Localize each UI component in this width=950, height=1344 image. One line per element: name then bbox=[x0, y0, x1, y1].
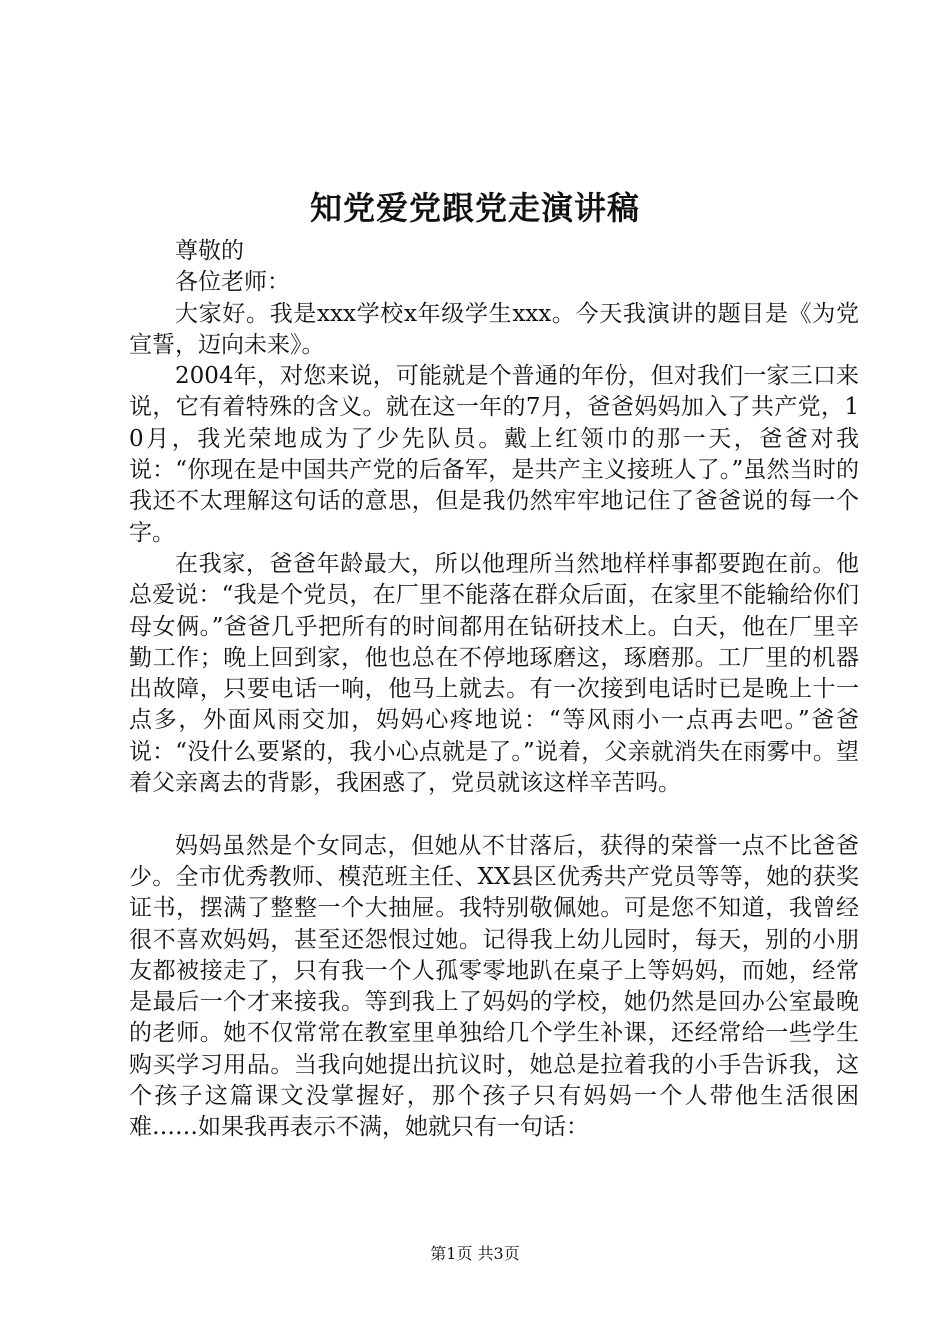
paragraph-2004: 2004年，对您来说，可能就是个普通的年份，但对我们一家三口来说，它有着特殊的含义。就在这一年的7月，爸爸妈妈加入了共产党，10月，我光荣地成为了少先队员。戴上红领巾的那一天，爸爸对我说：“你现在是中国共产党的后备军，是共产主义接班人了。”虽然当时的我还不太理解这句话的意思，但是我仍然牢牢地记住了爸爸说的每一个字。 bbox=[129, 363, 859, 546]
salutation-line-1: 尊敬的 bbox=[175, 238, 244, 264]
paragraph-father: 在我家，爸爸年龄最大，所以他理所当然地样样事都要跑在前。他总爱说：“我是个党员，在厂里不能落在群众后面，在家里不能输给你们母女俩。”爸爸几乎把所有的时间都用在钻研技术上。白天，他在厂里辛勤工作；晚上回到家，他也总在不停地琢磨这，琢磨那。工厂里的机器出故障，只要电话一响，他马上就去。有一次接到电话时已是晚上十一点多，外面风雨交加，妈妈心疼地说：“等风雨小一点再去吧。”爸爸说：“没什么要紧的，我小心点就是了。”说着，父亲就消失在雨雾中。望着父亲离去的背影，我困惑了，党员就该这样辛苦吗。 bbox=[129, 550, 859, 797]
document-title: 知党爱党跟党走演讲稿 bbox=[309, 189, 640, 227]
document-body bbox=[129, 236, 859, 1144]
paragraph-greeting: 大家好。我是xxx学校x年级学生xxx。今天我演讲的题目是《为党宣誓，迈向未来》。 bbox=[129, 300, 859, 358]
salutation-line-2: 各位老师： bbox=[175, 269, 290, 296]
page-footer: 第1页 共3页 bbox=[430, 1244, 520, 1263]
paragraph-mother: 妈妈虽然是个女同志，但她从不甘落后，获得的荣誉一点不比爸爸少。全市优秀教师、模范班主任、XX县区优秀共产党员等等，她的获奖证书，摆满了整整一个大抽屉。我特别敬佩她。可是您不知道，我曾经很不喜欢妈妈，甚至还怨恨过她。记得我上幼儿园时，每天，别的小朋友都被接走了，只有我一个人孤零零地趴在桌子上等妈妈，而她，经常是最后一个才来接我。等到我上了妈妈的学校，她仍然是回办公室最晚的老师。她不仅常常在教室里单独给几个学生补课，还经常给一些学生购买学习用品。当我向她提出抗议时，她总是拉着我的小手告诉我，这个孩子这篇课文没掌握好，那个孩子只有妈妈一个人带他生活很困难……如果我再表示不满，她就只有一句话： bbox=[129, 832, 859, 1141]
